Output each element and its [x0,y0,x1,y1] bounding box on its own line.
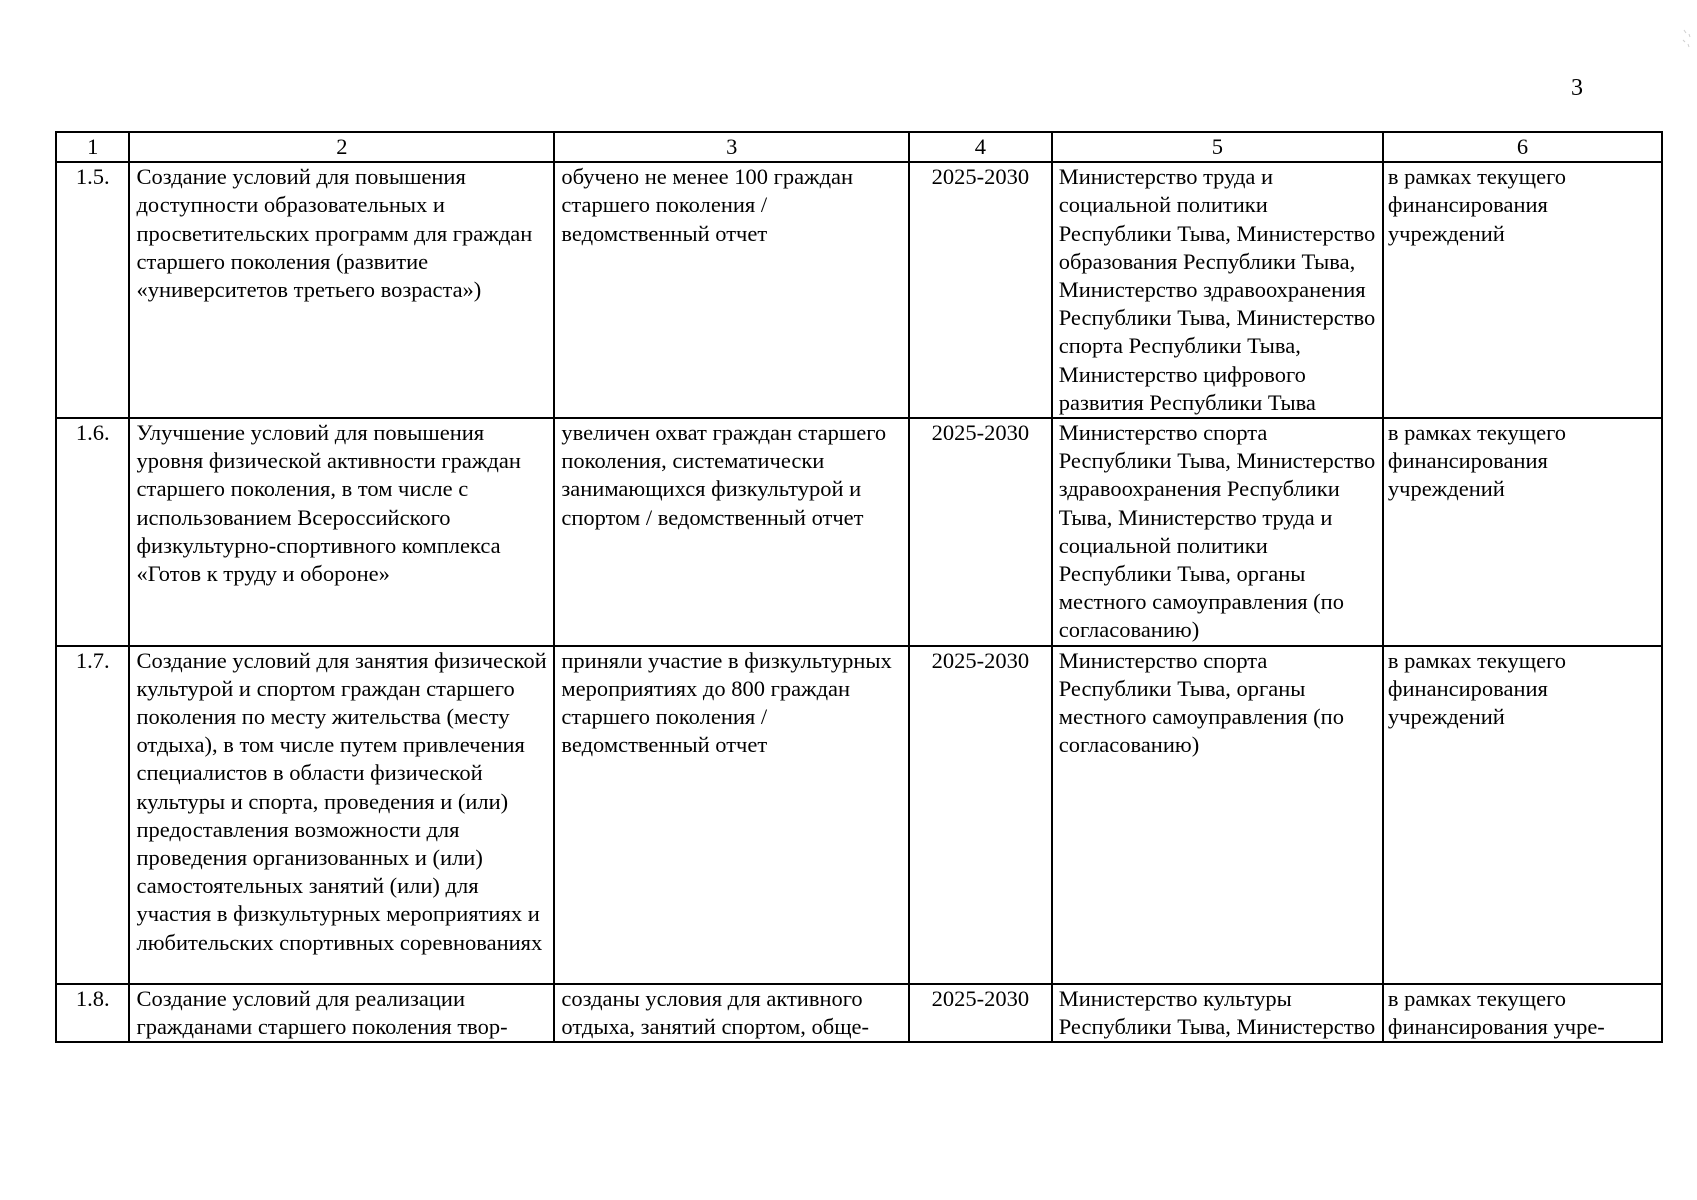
result-cell: обучено не менее 100 граждан старшего поколения / ведомственный отчет [554,162,909,418]
table-row [56,646,1662,984]
period-cell [909,984,1052,1042]
column-header: 5 [1052,132,1383,162]
column-header: 1 [56,132,129,162]
scan-artifact-icon [1681,28,1693,50]
row-number: 1.5. [56,162,129,418]
table-row [56,162,1662,418]
table-row [56,984,1662,1042]
executors-cell: Министерство спорта Республики Тыва, Министерство здравоохранения Республики Тыва, Министерство труда и социальной политики Республики Тыва, органы местного самоуправления (по согласованию) [1052,418,1383,646]
funding-cell: в рамках текущего финансирования учреждений [1383,162,1662,418]
column-number-row [56,132,1662,162]
page-number: 3 [1571,75,1583,101]
measure-text: Создание условий для реализации гражданами старшего поколения твор- [136,985,508,1039]
funding-cell: в рамках текущего финансирования учреждений [1383,418,1662,646]
result-cell: приняли участие в физкультурных мероприятиях до 800 граждан старшего поколения / ведомственный отчет [554,646,909,984]
funding-text: в рамках текущего финансирования учре- [1387,985,1605,1039]
row-number: 1.7. [56,646,129,984]
column-header: 4 [909,132,1052,162]
row-number-text: 1.8. [75,985,110,1011]
column-header: 3 [554,132,909,162]
result-cell [554,984,909,1042]
measure-cell: Создание условий для занятия физической культурой и спортом граждан старшего поколения по месту жительства (месту отдыха), в том числе путем привлечения специалистов в области физической культуры и спорта, проведения и (или) предоставления возможности для проведения организованных и (или) самостоятельных занятий (или) для участия в физкультурных мероприятиях и любительских спортивных соревнованиях [129,646,554,984]
period-cell: 2025-2030 [909,646,1052,984]
funding-cell [1383,984,1662,1042]
column-header: 6 [1383,132,1662,162]
executors-text: Министерство культуры Республики Тыва, Министерство [1058,985,1376,1039]
executors-cell: Министерство труда и социальной политики Республики Тыва, Министерство образования Республики Тыва, Министерство здравоохранения Республики Тыва, Министерство спорта Республики Тыва, Министерство цифрового развития Республики Тыва [1052,162,1383,418]
result-cell: увеличен охват граждан старшего поколения, систематически занимающихся физкультурой и спортом / ведомственный отчет [554,418,909,646]
measure-cell: Создание условий для повышения доступности образовательных и просветительских программ для граждан старшего поколения (развитие «университетов третьего возраста») [129,162,554,418]
period-cell: 2025-2030 [909,162,1052,418]
period-cell: 2025-2030 [909,418,1052,646]
row-number: 1.6. [56,418,129,646]
executors-cell: Министерство спорта Республики Тыва, органы местного самоуправления (по согласованию) [1052,646,1383,984]
funding-cell: в рамках текущего финансирования учреждений [1383,646,1662,984]
measure-cell [129,984,554,1042]
table-row [56,418,1662,646]
row-number [56,984,129,1042]
result-text: созданы условия для активного отдыха, занятий спортом, обще- [561,985,870,1039]
measures-table [55,131,1663,1043]
measure-cell: Улучшение условий для повышения уровня физической активности граждан старшего поколения, в том числе с использованием Всероссийского физкультурно-спортивного комплекса «Готов к труду и обороне» [129,418,554,646]
period-text: 2025-2030 [931,985,1030,1011]
column-header: 2 [129,132,554,162]
executors-cell [1052,984,1383,1042]
